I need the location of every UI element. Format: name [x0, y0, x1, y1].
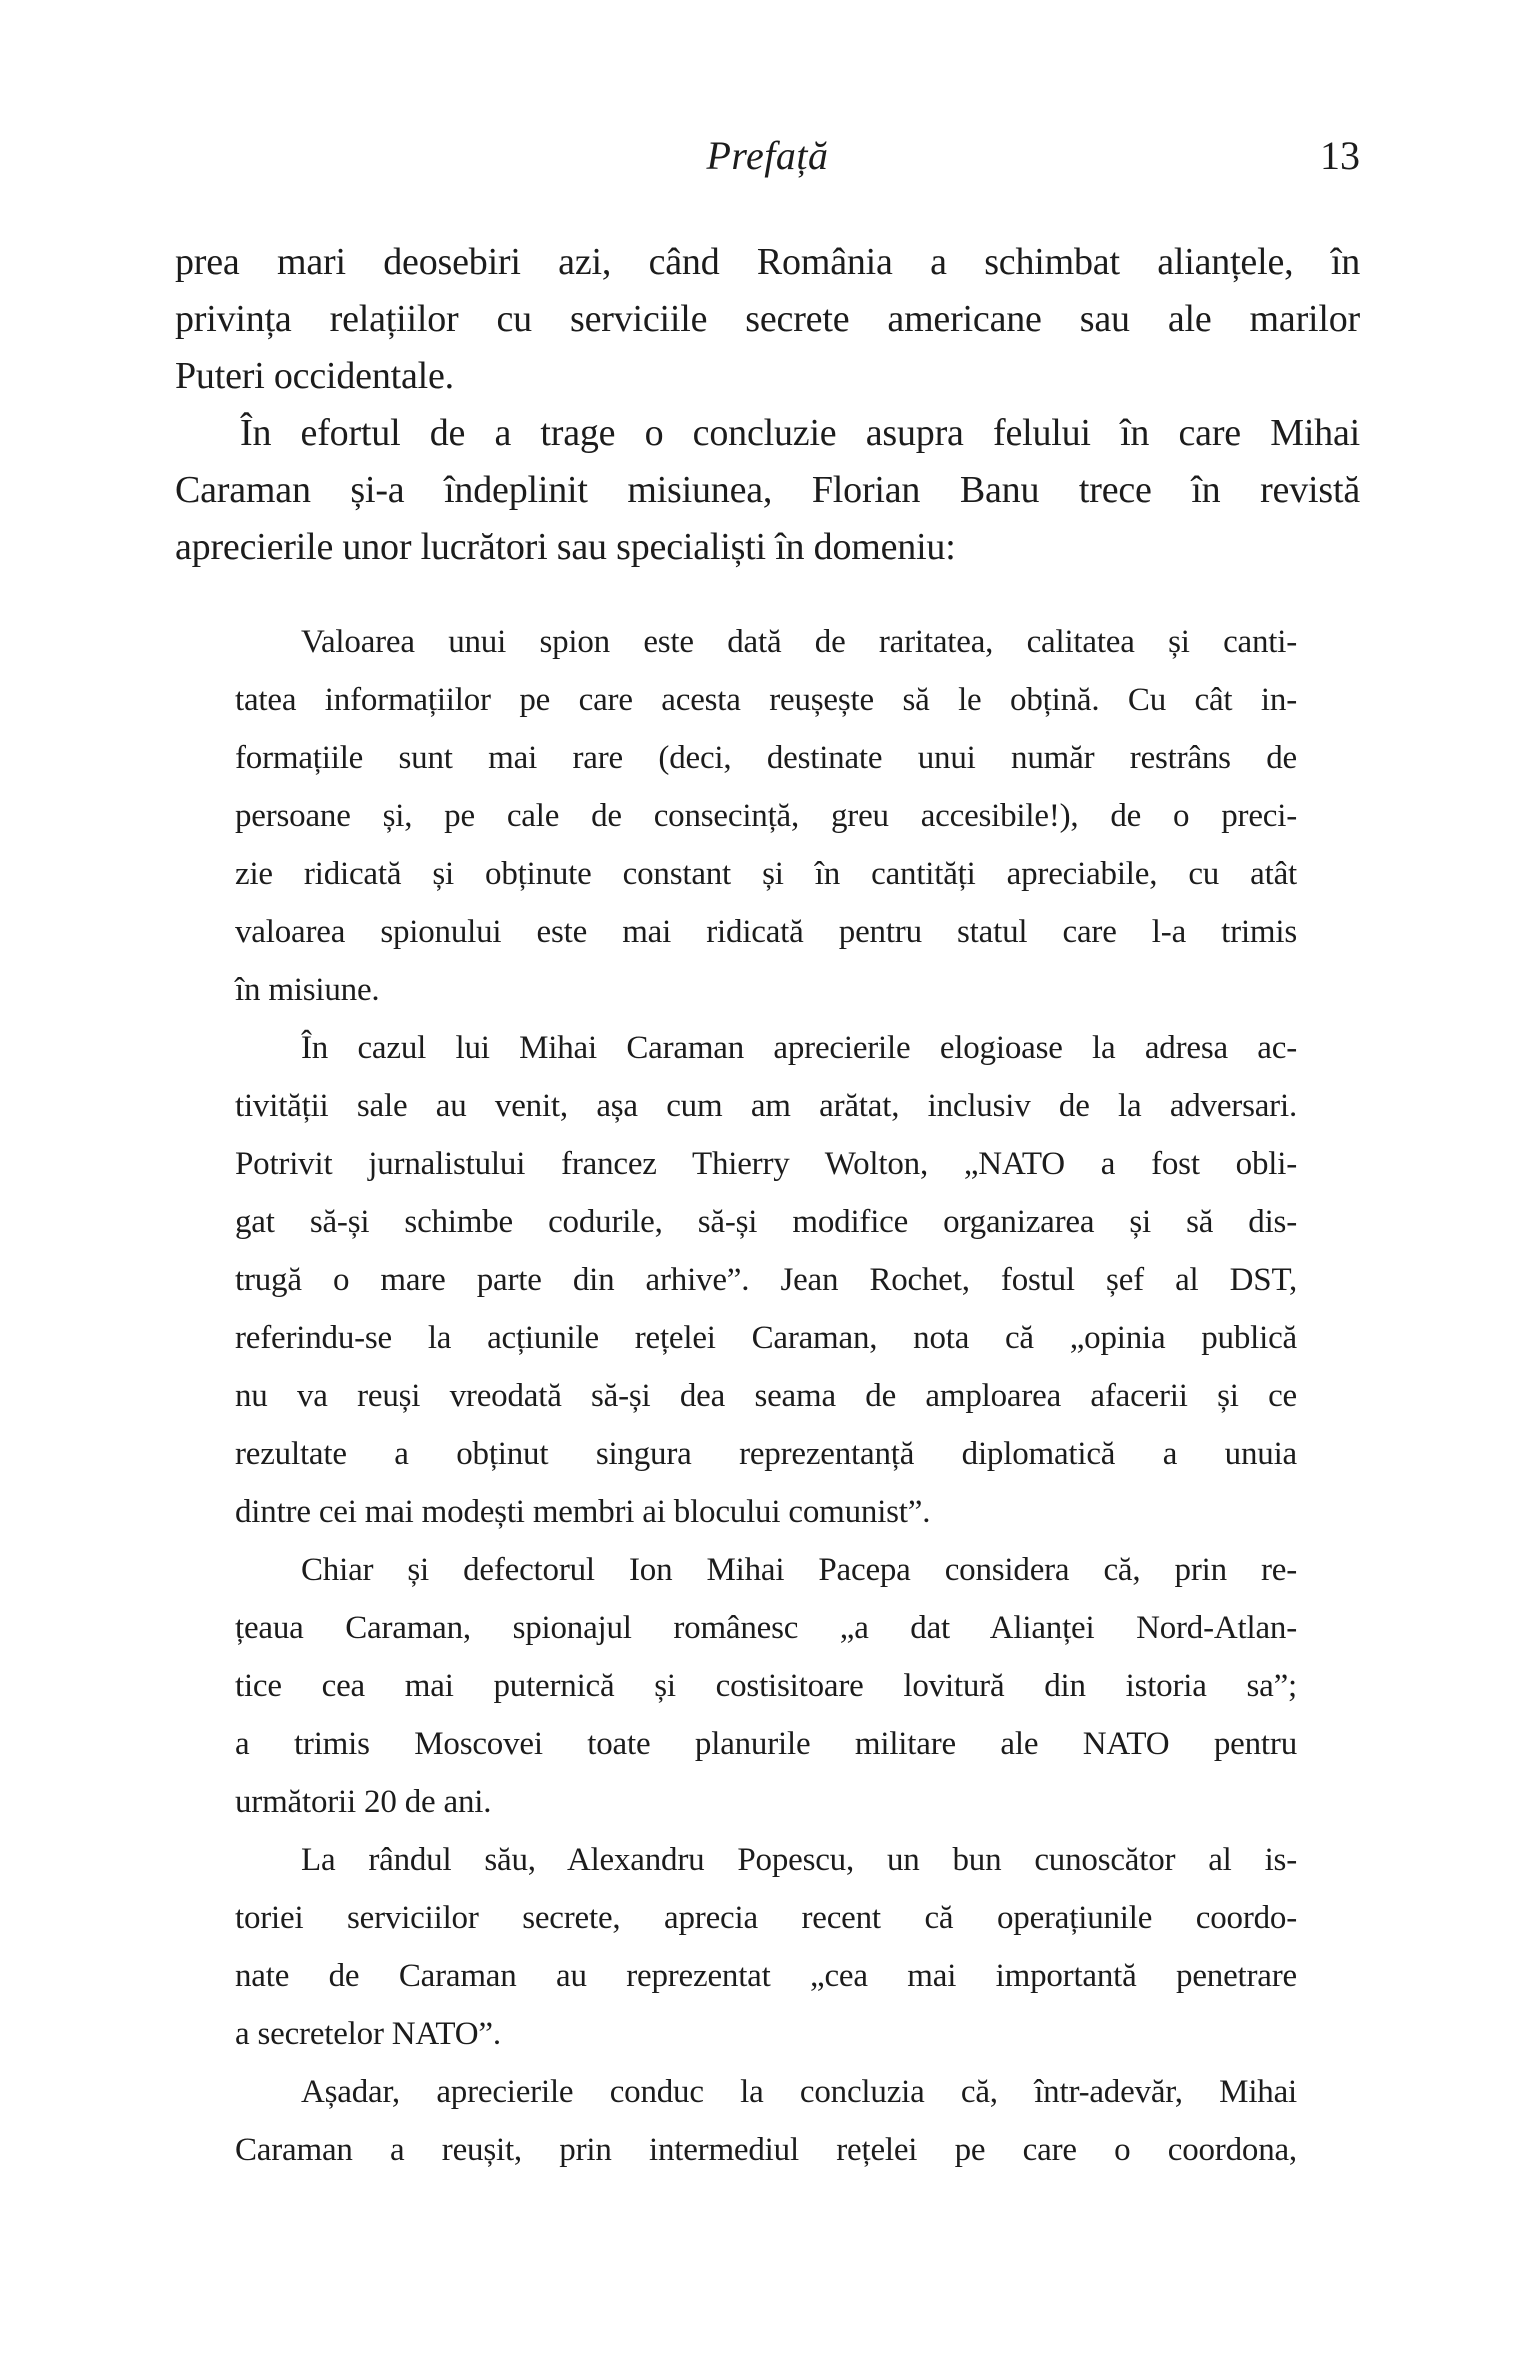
text-line: La rândul său, Alexandru Popescu, un bun cunoscător al is-	[301, 1842, 1297, 1878]
text-line: În efortul de a trage o concluzie asupra felului în care Mihai	[240, 412, 1360, 454]
paragraph	[175, 234, 1360, 405]
text-line: toriei serviciilor secrete, aprecia recent că operațiunile coordo-	[235, 1900, 1297, 1936]
quote-paragraph	[235, 1019, 1297, 1541]
text-line: Puteri occidentale.	[175, 355, 454, 397]
block-quote	[235, 613, 1297, 2179]
text-line: persoane și, pe cale de consecință, greu accesibile!), de o preci-	[235, 798, 1297, 834]
quote-paragraph	[235, 2063, 1297, 2179]
text-line: formațiile sunt mai rare (deci, destinate unui număr restrâns de	[235, 740, 1297, 776]
text-line: zie ridicată și obținute constant și în cantități apreciabile, cu atât	[235, 856, 1297, 892]
text-line: nu va reuși vreodată să-și dea seama de amploarea afacerii și ce	[235, 1378, 1297, 1414]
text-line: următorii 20 de ani.	[235, 1784, 492, 1820]
quote-paragraph	[235, 1541, 1297, 1831]
text-line: tice cea mai puternică și costisitoare lovitură din istoria sa”;	[235, 1668, 1297, 1704]
paragraph	[175, 405, 1360, 576]
quote-paragraph	[235, 1831, 1297, 2063]
text-line: trugă o mare parte din arhive”. Jean Rochet, fostul șef al DST,	[235, 1262, 1297, 1298]
page-title: Prefață	[706, 133, 829, 178]
text-line: gat să-și schimbe codurile, să-și modifice organizarea și să dis-	[235, 1204, 1297, 1240]
text-line: în misiune.	[235, 972, 380, 1008]
text-line: Potrivit jurnalistului francez Thierry Wolton, „NATO a fost obli-	[235, 1146, 1297, 1182]
running-head	[175, 135, 1360, 177]
text-line: nate de Caraman au reprezentat „cea mai importantă penetrare	[235, 1958, 1297, 1994]
text-line: țeaua Caraman, spionajul românesc „a dat Alianței Nord-Atlan-	[235, 1610, 1297, 1646]
main-text	[175, 234, 1360, 2179]
text-line: prea mari deosebiri azi, când România a schimbat alianțele, în	[175, 241, 1360, 283]
text-line: referindu-se la acțiunile rețelei Caraman, nota că „opinia publică	[235, 1320, 1297, 1356]
text-line: tivității sale au venit, așa cum am arătat, inclusiv de la adversari.	[235, 1088, 1297, 1124]
text-line: a secretelor NATO”.	[235, 2016, 501, 2052]
text-line: rezultate a obținut singura reprezentanță diplomatică a unuia	[235, 1436, 1297, 1472]
text-line: Caraman și-a îndeplinit misiunea, Florian Banu trece în revistă	[175, 469, 1360, 511]
text-line: Caraman a reușit, prin intermediul rețelei pe care o coordona,	[235, 2132, 1297, 2168]
text-line: tatea informațiilor pe care acesta reușește să le obțină. Cu cât in-	[235, 682, 1297, 718]
text-line: Valoarea unui spion este dată de raritatea, calitatea și canti-	[301, 624, 1297, 660]
text-line: Chiar și defectorul Ion Mihai Pacepa considera că, prin re-	[301, 1552, 1297, 1588]
page-number: 13	[1320, 133, 1360, 178]
text-line: În cazul lui Mihai Caraman aprecierile elogioase la adresa ac-	[301, 1030, 1297, 1066]
text-line: dintre cei mai modești membri ai blocului comunist”.	[235, 1494, 931, 1530]
text-line: Așadar, aprecierile conduc la concluzia că, într-adevăr, Mihai	[301, 2074, 1297, 2110]
text-line: privința relațiilor cu serviciile secrete americane sau ale marilor	[175, 298, 1360, 340]
text-line: a trimis Moscovei toate planurile militare ale NATO pentru	[235, 1726, 1297, 1762]
text-line: aprecierile unor lucrători sau specialiști în domeniu:	[175, 526, 956, 568]
text-line: valoarea spionului este mai ridicată pentru statul care l-a trimis	[235, 914, 1297, 950]
quote-paragraph	[235, 613, 1297, 1019]
